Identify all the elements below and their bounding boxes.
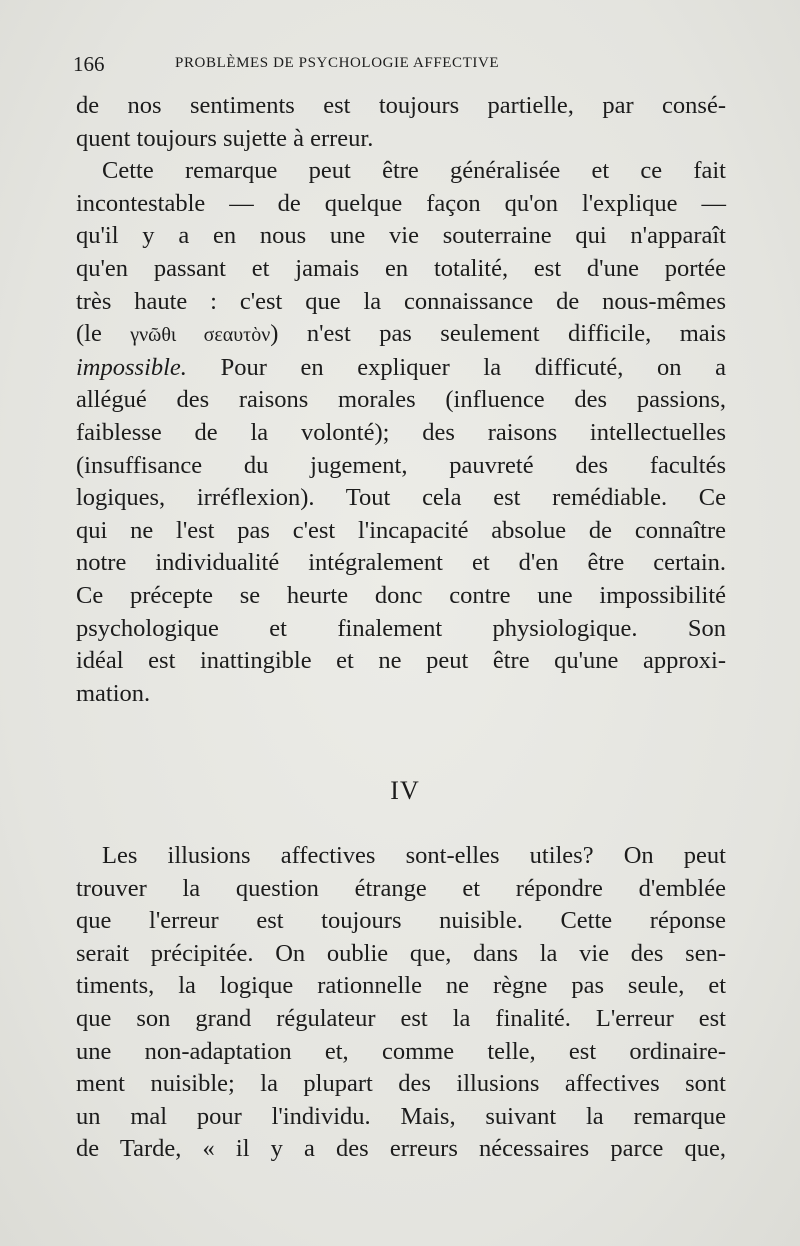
text-line: allégué des raisons morales (influence des passions, (76, 386, 726, 414)
text-line: logiques, irréflexion). Tout cela est remédiable. Ce (76, 484, 726, 512)
text-line: Cette remarque peut être généralisée et ce fait (102, 157, 726, 185)
text-line: notre individualité intégralement et d'en être certain. (76, 549, 726, 577)
text-line: que son grand régulateur est la finalité. L'erreur est (76, 1004, 726, 1032)
text-line: serait précipitée. On oublie que, dans la vie des sen- (76, 939, 726, 967)
text-line: qu'en passant et jamais en totalité, est d'une portée (76, 254, 726, 282)
text-line: une non-adaptation et, comme telle, est ordinaire- (76, 1037, 726, 1065)
text-line: qu'il y a en nous une vie souterraine qui n'apparaît (76, 222, 726, 250)
text-line: un mal pour l'individu. Mais, suivant la remarque (76, 1102, 726, 1130)
text-fragment: (le (76, 320, 131, 348)
text-line: incontestable — de quelque façon qu'on l'explique — (76, 189, 726, 217)
text-line: idéal est inattingible et ne peut être qu'une approxi- (76, 647, 726, 675)
text-line: trouver la question étrange et répondre d'emblée (76, 874, 726, 902)
text-fragment: ) n'est pas seulement difficile, mais (270, 320, 726, 348)
text-line: (insuffisance du jugement, pauvreté des facultés (76, 451, 726, 479)
body-text-bottom (76, 840, 726, 1166)
text-line: ment nuisible; la plupart des illusions affectives sont (76, 1070, 726, 1098)
text-line: de Tarde, « il y a des erreurs nécessaires parce que, (76, 1135, 726, 1163)
text-line: quent toujours sujette à erreur. (76, 124, 374, 152)
text-line: psychologique et finalement physiologique. Son (76, 614, 726, 642)
text-line: mation. (76, 679, 151, 707)
text-line-italic (76, 352, 726, 385)
text-line: Les illusions affectives sont-elles utiles? On peut (102, 842, 726, 869)
text-line: de nos sentiments est toujours partielle, par consé- (76, 92, 726, 119)
text-line: timents, la logique rationnelle ne règne pas seule, et (76, 972, 726, 1000)
text-line: faiblesse de la volonté); des raisons intellectuelles (76, 418, 726, 446)
text-line: Ce précepte se heurte donc contre une impossibilité (76, 581, 726, 609)
body-text-top (76, 90, 726, 710)
text-fragment: Pour en expliquer la difficuté, on a (186, 353, 726, 381)
running-title: PROBLÈMES DE PSYCHOLOGIE AFFECTIVE (175, 55, 500, 71)
section-heading: IV (390, 776, 420, 805)
page-number: 166 (73, 52, 105, 76)
text-line: que l'erreur est toujours nuisible. Cette réponse (76, 907, 726, 935)
text-line-greek (76, 318, 726, 352)
italic-word: impossible. (76, 353, 187, 381)
text-line: qui ne l'est pas c'est l'incapacité absolue de connaître (76, 516, 726, 544)
greek-phrase: γνῶθι σεαυτὸν (130, 324, 271, 347)
running-head (73, 52, 633, 82)
text-line: très haute : c'est que la connaissance de nous-mêmes (76, 287, 726, 315)
